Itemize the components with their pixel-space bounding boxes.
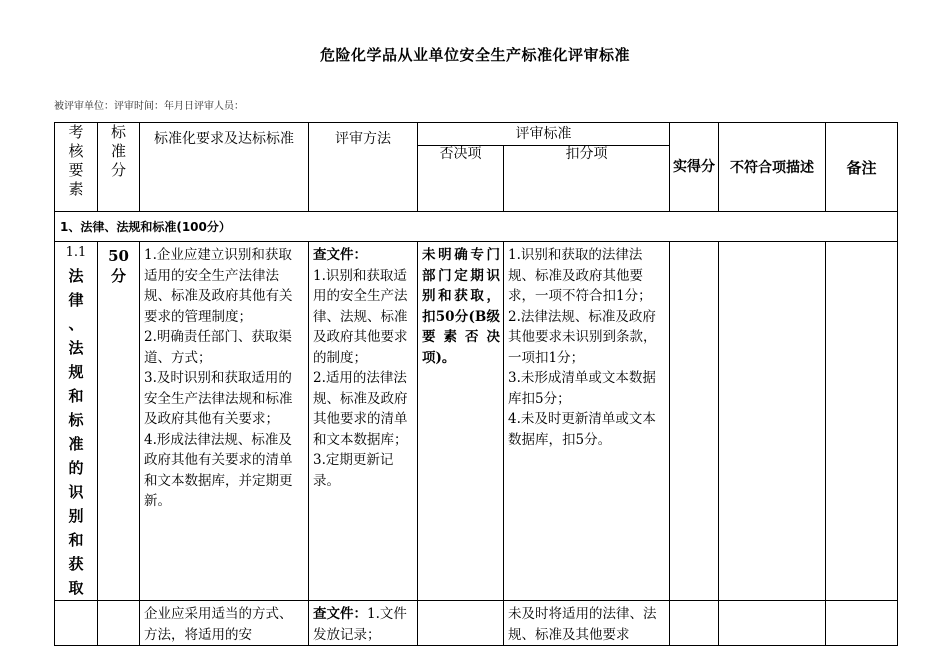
header-element-char: 核 (68, 142, 84, 160)
row2-requirements-text: 企业应采用适当的方式、方法，将适用的安 (144, 606, 293, 643)
row1-noncompliance (719, 242, 826, 601)
row1-score-part: 分 (110, 267, 126, 285)
row1-score-part: 50 (108, 247, 129, 265)
row1-requirements (140, 242, 309, 601)
row1-element-name-char: 识 (68, 483, 84, 501)
row1-element-name-char: 和 (68, 387, 84, 405)
row1-requirement-4: 4.形成法律法规、标准及政府其他有关要求的清单和文本数据库，并定期更新。 (144, 431, 293, 509)
header-standard-score-char: 准 (110, 142, 126, 160)
header-remarks (826, 123, 898, 212)
row2-deduction-text: 未及时将适用的法律、法规、标准及其他要求 (508, 606, 657, 643)
row1-score-cell (98, 242, 140, 601)
header-method-label: 评审方法 (335, 131, 391, 147)
row2-method-text: 1.文件发放记录； (313, 606, 407, 643)
row1-element-name-char: 获 (68, 555, 84, 573)
row2-noncompliance (719, 601, 826, 646)
header-element-label (55, 123, 97, 199)
header-noncompliance-label: 不符合项描述 (730, 160, 814, 176)
row2-element (55, 601, 98, 646)
header-actual-score-label: 实得分 (673, 159, 715, 175)
row2-actual-score (670, 601, 719, 646)
header-element (55, 123, 98, 212)
header-deduction-label: 扣分项 (565, 146, 608, 162)
row1-veto-text: 未明确专门部门定期识别和获取，扣50分(B级要素否决项)。 (422, 247, 500, 366)
row1-deduction-2: 2.法律法规、标准及政府其他要求未识别到条款，一项扣1分； (508, 308, 657, 366)
header-method (309, 123, 418, 212)
header-element-char: 要 (68, 161, 84, 179)
row1-element-name-char: 、 (68, 315, 84, 333)
row1-deduction-4: 4.未及时更新清单或文本数据库，扣5分。 (508, 411, 656, 448)
row1-method-2: 2.适用的法律法规、标准及政府其他要求的清单和文本数据库； (313, 370, 408, 448)
header-standard-score-char: 标 (110, 123, 126, 141)
header-noncompliance (719, 123, 826, 212)
header-standard-score-label (98, 123, 139, 180)
header-criteria-label: 评审标准 (515, 125, 572, 142)
row1-element-name (55, 262, 97, 600)
row2-method (309, 601, 418, 646)
row1-element-name-char: 法 (68, 267, 84, 285)
header-standard-score (98, 123, 140, 212)
row1-element-number: 1.1 (65, 245, 87, 260)
row1-remarks (826, 242, 898, 601)
row2-veto (418, 601, 504, 646)
row1-element-name-char: 法 (68, 339, 84, 357)
row1-element-name-char: 标 (68, 411, 84, 429)
row1-element-name-char: 取 (68, 579, 84, 597)
row1-element-name-char: 律 (68, 291, 84, 309)
row1-method (309, 242, 418, 601)
row2-deductions (504, 601, 670, 646)
row1-requirement-1: 1.企业应建立识别和获取适用的安全生产法律法规、标准及政府其他有关要求的管理制度； (144, 247, 293, 325)
header-requirements-label: 标准化要求及达标标准 (154, 131, 294, 147)
row1-element-name-char: 的 (68, 459, 84, 477)
section-heading (55, 212, 898, 242)
row1-deduction-3: 3.未形成清单或文本数据库扣5分； (508, 370, 656, 407)
header-standard-score-char: 分 (110, 161, 126, 179)
header-requirements (140, 123, 309, 212)
header-deduction (504, 146, 670, 212)
document-title: 危险化学品从业单位安全生产标准化评审标准 (319, 46, 630, 64)
header-element-char: 考 (68, 123, 84, 141)
header-remarks-label: 备注 (846, 158, 877, 177)
row2-remarks (826, 601, 898, 646)
row2-requirements (140, 601, 309, 646)
row1-deductions (504, 242, 670, 601)
row1-deduction-1: 1.识别和获取的法律法规、标准及政府其他要求，一项不符合扣1分； (508, 247, 652, 304)
header-element-char: 素 (68, 180, 84, 198)
row2-score (98, 601, 140, 646)
row1-requirement-2: 2.明确责任部门、获取渠道、方式； (144, 329, 292, 366)
row1-element-name-char: 规 (68, 363, 84, 381)
evaluation-standard-table (54, 122, 898, 646)
row2-method-label: 查文件： (313, 606, 367, 622)
row1-element (55, 242, 98, 601)
row1-element-name-char: 别 (68, 507, 84, 525)
row1-score (98, 242, 139, 286)
row1-element-name-char: 准 (68, 435, 84, 453)
row2-method-content (313, 604, 414, 643)
header-veto (418, 146, 504, 212)
row1-veto (418, 242, 504, 601)
row1-method-1: 1.识别和获取适用的安全生产法律、法规、标准及政府其他要求的制度； (313, 267, 408, 366)
row1-method-3: 3.定期更新记录。 (313, 452, 394, 489)
row1-element-name-char: 和 (68, 531, 84, 549)
row1-method-label: 查文件： (313, 247, 367, 263)
row1-actual-score (670, 242, 719, 601)
header-actual-score (670, 123, 719, 212)
section-heading-label: 1、法律、法规和标准(100分） (60, 220, 231, 234)
row1-requirement-3: 3.及时识别和获取适用的安全生产法律法规和标准及政府其他有关要求； (144, 370, 293, 427)
header-veto-label: 否决项 (439, 146, 482, 162)
evaluation-meta-line: 被评审单位：评审时间：年月日评审人员： (54, 101, 244, 112)
header-criteria (418, 123, 670, 146)
